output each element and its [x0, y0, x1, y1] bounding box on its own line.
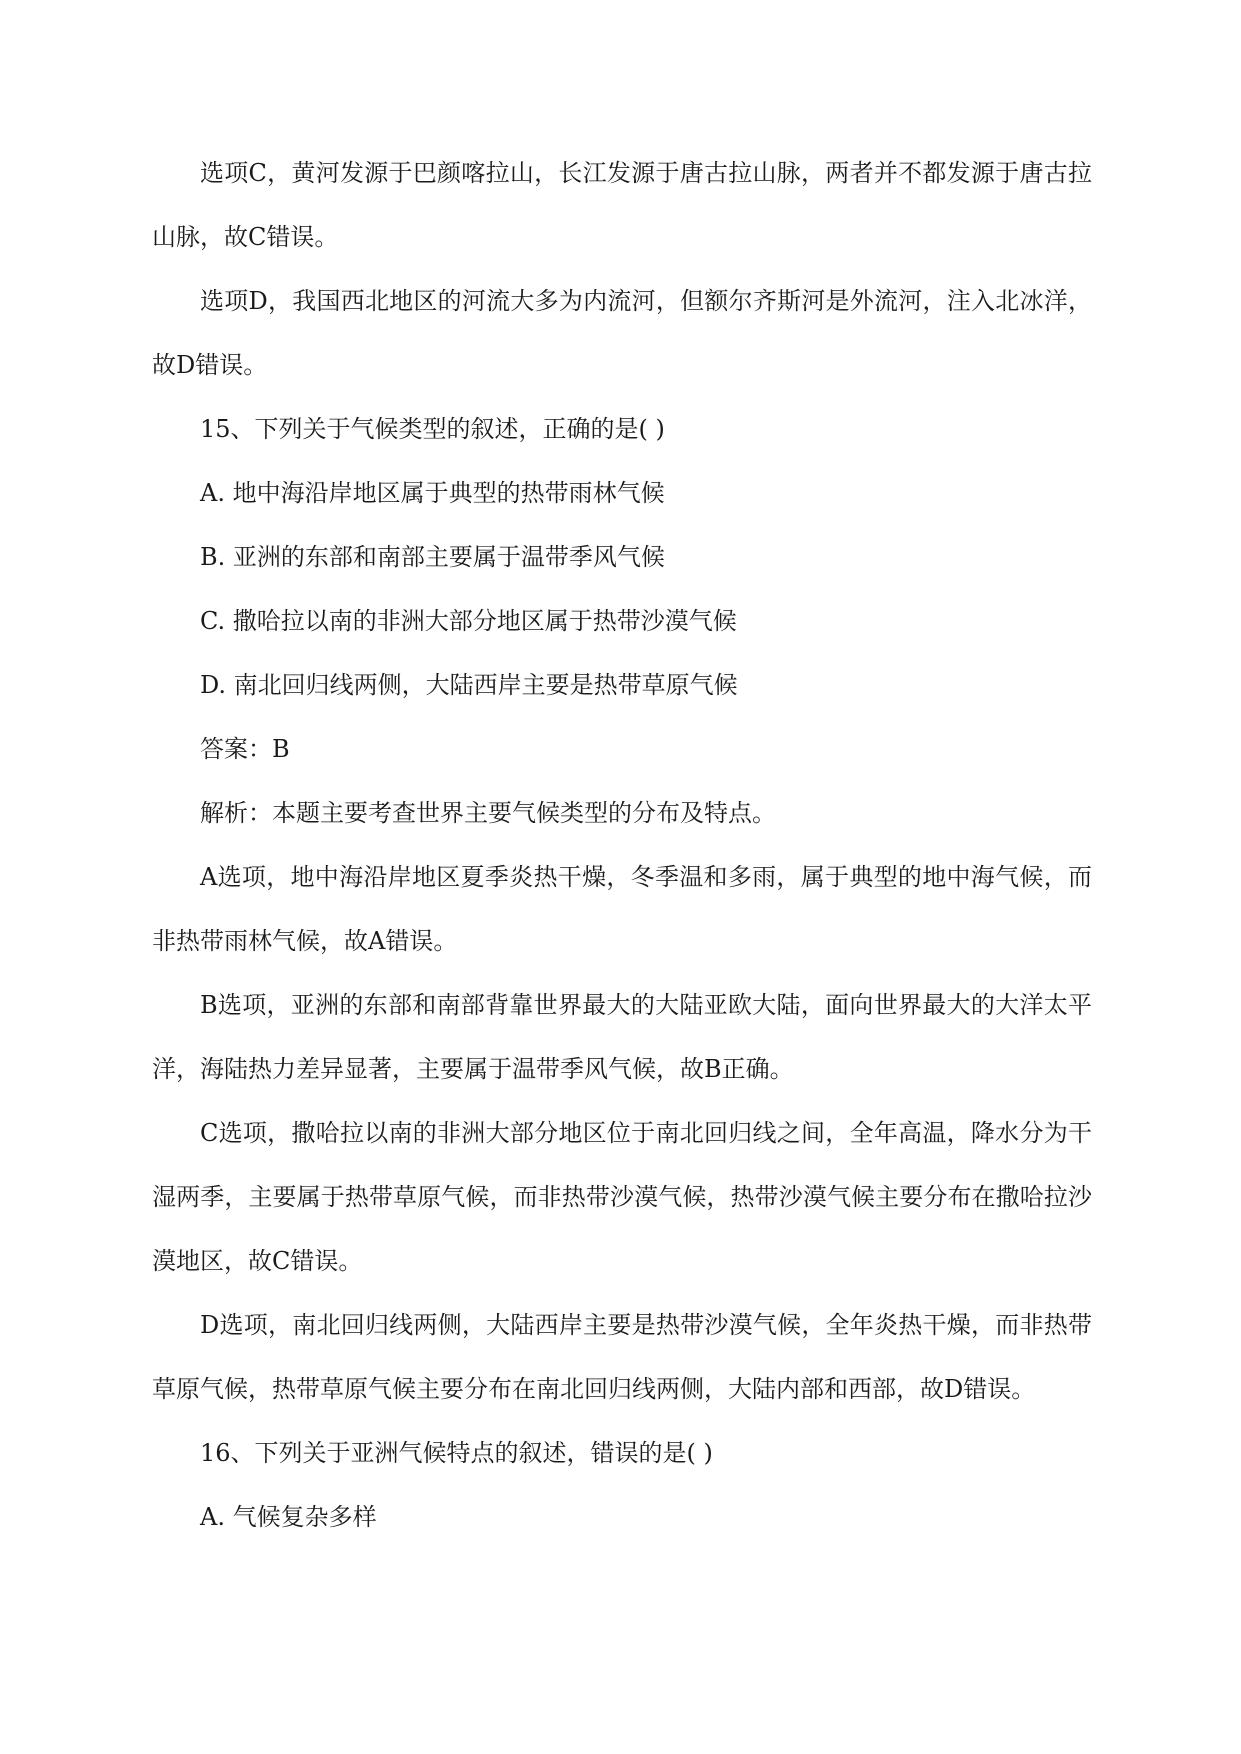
- q15-explanation-c: C选项，撒哈拉以南的非洲大部分地区位于南北回归线之间，全年高温，降水分为干湿两季，主要属于热带草原气候，而非热带沙漠气候，热带沙漠气候主要分布在撒哈拉沙漠地区，故C错误。: [152, 1119, 1092, 1275]
- paragraph-option-c-rivers: 选项C，黄河发源于巴颜喀拉山，长江发源于唐古拉山脉，两者并不都发源于唐古拉山脉，故C错误。: [152, 159, 1092, 251]
- q16-option-a: A. 气候复杂多样: [200, 1503, 377, 1531]
- q15-analysis: 解析：本题主要考查世界主要气候类型的分布及特点。: [200, 799, 776, 827]
- q15-explanation-a: A选项，地中海沿岸地区夏季炎热干燥，冬季温和多雨，属于典型的地中海气候，而非热带雨林气候，故A错误。: [152, 863, 1092, 955]
- q15-answer: 答案：B: [200, 735, 290, 763]
- question-15: 15、下列关于气候类型的叙述，正确的是( ): [200, 415, 665, 443]
- q15-option-c: C. 撒哈拉以南的非洲大部分地区属于热带沙漠气候: [200, 607, 737, 635]
- q15-option-d: D. 南北回归线两侧，大陆西岸主要是热带草原气候: [200, 671, 738, 699]
- document-body: [152, 141, 1092, 1549]
- q15-explanation-b: B选项，亚洲的东部和南部背靠世界最大的大陆亚欧大陆，面向世界最大的大洋太平洋，海陆热力差异显著，主要属于温带季风气候，故B正确。: [152, 991, 1092, 1083]
- q15-explanation-d: D选项，南北回归线两侧，大陆西岸主要是热带沙漠气候，全年炎热干燥，而非热带草原气候，热带草原气候主要分布在南北回归线两侧，大陆内部和西部，故D错误。: [152, 1311, 1092, 1403]
- question-16: 16、下列关于亚洲气候特点的叙述，错误的是( ): [200, 1439, 713, 1467]
- q15-option-b: B. 亚洲的东部和南部主要属于温带季风气候: [200, 543, 665, 571]
- q15-option-a: A. 地中海沿岸地区属于典型的热带雨林气候: [200, 479, 665, 507]
- paragraph-option-d-rivers: 选项D，我国西北地区的河流大多为内流河，但额尔齐斯河是外流河，注入北冰洋，故D错误。: [152, 287, 1092, 379]
